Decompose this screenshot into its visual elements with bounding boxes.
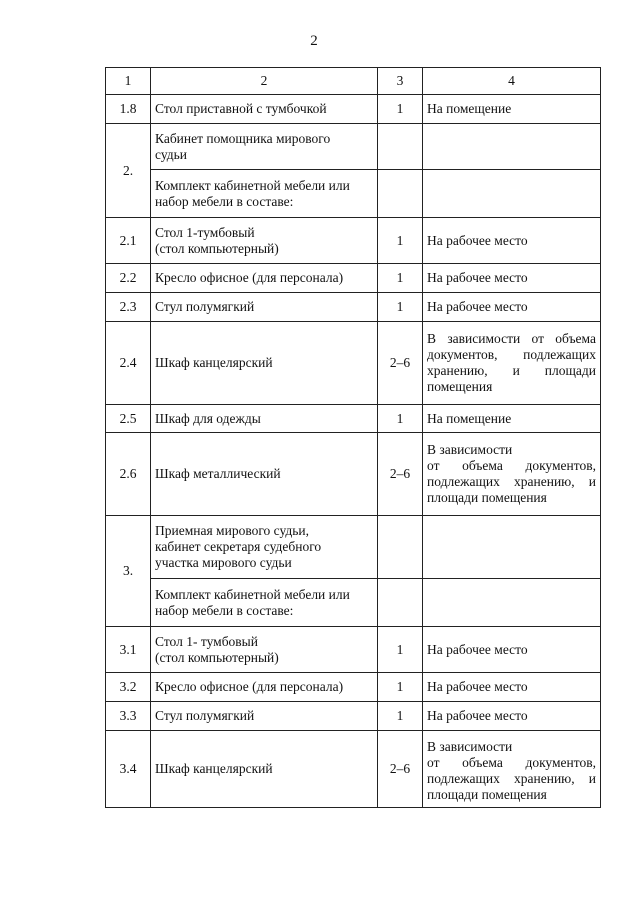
item-note: На рабочее место <box>423 673 601 702</box>
empty-cell <box>423 170 601 218</box>
table-row <box>106 731 601 808</box>
section-title: Приемная мирового судьи, кабинет секретаря судебного участка мирового судьи <box>151 516 378 579</box>
item-note: В зависимости от объема документов, подлежащих хранению, и площади помещения <box>423 322 601 405</box>
section-title: Кабинет помощника мирового судьи <box>151 124 378 170</box>
item-quantity: 1 <box>378 673 423 702</box>
item-name: Стол 1-тумбовый (стол компьютерный) <box>151 218 378 264</box>
item-quantity: 1 <box>378 293 423 322</box>
section-row <box>106 124 601 170</box>
item-name: Кресло офисное (для персонала) <box>151 673 378 702</box>
row-number: 3.1 <box>106 627 151 673</box>
item-name: Шкаф для одежды <box>151 405 378 433</box>
item-quantity: 2–6 <box>378 322 423 405</box>
item-note: На рабочее место <box>423 702 601 731</box>
section-set-label: Комплект кабинетной мебели или набор мебели в составе: <box>151 170 378 218</box>
section-set-label: Комплект кабинетной мебели или набор мебели в составе: <box>151 579 378 627</box>
item-note: На рабочее место <box>423 293 601 322</box>
row-number: 3.4 <box>106 731 151 808</box>
header-col-2: 2 <box>151 68 378 95</box>
table-row <box>106 702 601 731</box>
item-quantity: 1 <box>378 218 423 264</box>
section-number: 3. <box>106 516 151 627</box>
item-name: Стол 1- тумбовый (стол компьютерный) <box>151 627 378 673</box>
empty-cell <box>423 516 601 579</box>
table-row <box>106 433 601 516</box>
item-name: Шкаф металлический <box>151 433 378 516</box>
section-set-row <box>106 579 601 627</box>
row-number: 2.3 <box>106 293 151 322</box>
table-row <box>106 264 601 293</box>
section-number: 2. <box>106 124 151 218</box>
page-number: 2 <box>310 33 318 49</box>
table-row <box>106 293 601 322</box>
item-quantity: 2–6 <box>378 433 423 516</box>
furniture-table <box>105 67 601 808</box>
item-note: На рабочее место <box>423 264 601 293</box>
empty-cell <box>423 124 601 170</box>
item-note: На помещение <box>423 95 601 124</box>
empty-cell <box>378 124 423 170</box>
row-number: 3.2 <box>106 673 151 702</box>
table-row <box>106 673 601 702</box>
header-col-4: 4 <box>423 68 601 95</box>
item-note: На рабочее место <box>423 627 601 673</box>
item-name: Стул полумягкий <box>151 702 378 731</box>
row-number: 2.4 <box>106 322 151 405</box>
item-note: На рабочее место <box>423 218 601 264</box>
table-row <box>106 322 601 405</box>
row-number: 1.8 <box>106 95 151 124</box>
item-note: На помещение <box>423 405 601 433</box>
section-set-row <box>106 170 601 218</box>
table-row <box>106 405 601 433</box>
table-row <box>106 95 601 124</box>
item-name: Стол приставной с тумбочкой <box>151 95 378 124</box>
item-name: Стул полумягкий <box>151 293 378 322</box>
item-quantity: 1 <box>378 702 423 731</box>
empty-cell <box>378 516 423 579</box>
item-note: В зависимости от объема документов, подлежащих хранению, и площади помещения <box>423 731 601 808</box>
empty-cell <box>378 170 423 218</box>
header-col-1: 1 <box>106 68 151 95</box>
table-row <box>106 627 601 673</box>
item-quantity: 1 <box>378 95 423 124</box>
item-quantity: 1 <box>378 264 423 293</box>
table-row <box>106 218 601 264</box>
empty-cell <box>378 579 423 627</box>
section-row <box>106 516 601 579</box>
row-number: 2.2 <box>106 264 151 293</box>
item-name: Кресло офисное (для персонала) <box>151 264 378 293</box>
item-quantity: 2–6 <box>378 731 423 808</box>
row-number: 2.5 <box>106 405 151 433</box>
item-quantity: 1 <box>378 627 423 673</box>
item-note: В зависимости от объема документов, подлежащих хранению, и площади помещения <box>423 433 601 516</box>
table-header-row <box>106 68 601 95</box>
item-name: Шкаф канцелярский <box>151 322 378 405</box>
item-quantity: 1 <box>378 405 423 433</box>
item-name: Шкаф канцелярский <box>151 731 378 808</box>
empty-cell <box>423 579 601 627</box>
row-number: 2.6 <box>106 433 151 516</box>
header-col-3: 3 <box>378 68 423 95</box>
row-number: 2.1 <box>106 218 151 264</box>
row-number: 3.3 <box>106 702 151 731</box>
